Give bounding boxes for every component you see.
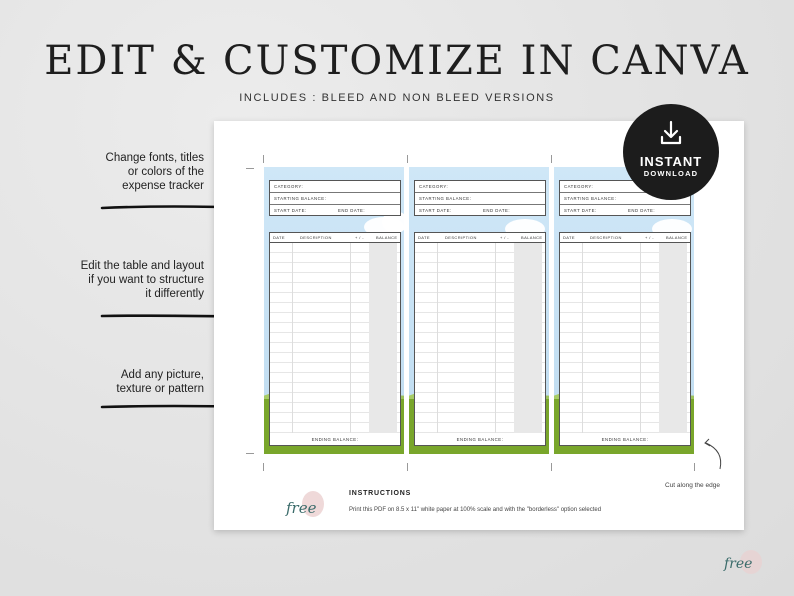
instructions-heading: INSTRUCTIONS bbox=[349, 490, 412, 497]
end-date-field: END DATE: bbox=[483, 208, 511, 213]
column-divider bbox=[495, 243, 496, 433]
end-date-field: END DATE: bbox=[338, 208, 366, 213]
col-plusminus: + / - bbox=[645, 235, 655, 240]
annotation-line: it differently bbox=[145, 288, 204, 300]
starting-balance-field: STARTING BALANCE: bbox=[560, 193, 690, 205]
column-divider bbox=[640, 243, 641, 433]
cut-mark bbox=[407, 463, 408, 471]
starting-balance-field: STARTING BALANCE: bbox=[415, 193, 545, 205]
col-balance: BALANCE bbox=[521, 235, 543, 240]
table-header bbox=[415, 233, 545, 243]
brand-logo bbox=[284, 491, 330, 521]
col-date: DATE bbox=[273, 235, 285, 240]
start-date-field: START DATE: bbox=[274, 208, 307, 213]
annotation-line: expense tracker bbox=[122, 180, 204, 192]
annotation-fonts bbox=[14, 151, 204, 193]
table-header bbox=[270, 233, 400, 243]
page-subtitle: INCLUDES : BLEED AND NON BLEED VERSIONS bbox=[239, 92, 555, 104]
cut-mark bbox=[694, 463, 695, 471]
annotation-line: texture or pattern bbox=[116, 383, 204, 395]
tracker-panel bbox=[409, 167, 549, 454]
column-divider bbox=[350, 243, 351, 433]
cut-label: Cut along the edge bbox=[665, 482, 720, 489]
ending-balance: ENDING BALANCE: bbox=[311, 437, 359, 442]
cut-mark bbox=[246, 168, 254, 169]
cut-mark bbox=[407, 155, 408, 163]
start-date-field: START DATE: bbox=[564, 208, 597, 213]
instant-download-badge bbox=[623, 104, 719, 200]
instructions-text: Print this PDF on 8.5 x 11" white paper at 100% scale and with the "borderless" option selected bbox=[349, 507, 602, 513]
annotation-line: or colors of the bbox=[127, 166, 204, 178]
annotation-line: Edit the table and layout bbox=[80, 260, 204, 272]
tracker-panel bbox=[264, 167, 404, 454]
table-header bbox=[560, 233, 690, 243]
cut-mark bbox=[263, 463, 264, 471]
date-row bbox=[270, 205, 400, 216]
cut-mark bbox=[551, 463, 552, 471]
page-title: EDIT & CUSTOMIZE IN CANVA bbox=[44, 38, 750, 84]
badge-line2: DOWNLOAD bbox=[643, 169, 699, 178]
cut-mark bbox=[246, 453, 254, 454]
column-divider bbox=[582, 243, 583, 433]
date-row bbox=[560, 205, 690, 216]
category-field: CATEGORY: bbox=[560, 181, 690, 193]
expense-table bbox=[414, 232, 546, 446]
ending-balance: ENDING BALANCE: bbox=[456, 437, 504, 442]
col-date: DATE bbox=[563, 235, 575, 240]
balance-column bbox=[369, 243, 397, 433]
expense-table bbox=[559, 232, 691, 446]
column-divider bbox=[437, 243, 438, 433]
column-divider bbox=[292, 243, 293, 433]
category-field: CATEGORY: bbox=[415, 181, 545, 193]
col-description: DESCRIPTION bbox=[445, 235, 477, 240]
annotation-line: Change fonts, titles bbox=[105, 152, 204, 164]
cut-mark bbox=[551, 155, 552, 163]
cut-mark bbox=[263, 155, 264, 163]
corner-logo bbox=[722, 548, 770, 576]
start-date-field: START DATE: bbox=[419, 208, 452, 213]
tracker-header bbox=[414, 180, 546, 216]
end-date-field: END DATE: bbox=[628, 208, 656, 213]
col-plusminus: + / - bbox=[500, 235, 510, 240]
starting-balance-field: STARTING BALANCE: bbox=[270, 193, 400, 205]
col-balance: BALANCE bbox=[376, 235, 398, 240]
col-balance: BALANCE bbox=[666, 235, 688, 240]
annotation-line: Add any picture, bbox=[120, 369, 204, 381]
col-description: DESCRIPTION bbox=[300, 235, 332, 240]
col-date: DATE bbox=[418, 235, 430, 240]
curved-arrow-icon bbox=[700, 437, 726, 473]
logo-text: free bbox=[286, 499, 317, 517]
date-row bbox=[415, 205, 545, 216]
badge-line1: INSTANT bbox=[639, 154, 703, 169]
category-field: CATEGORY: bbox=[270, 181, 400, 193]
balance-column bbox=[514, 243, 542, 433]
balance-column bbox=[659, 243, 687, 433]
tracker-header bbox=[269, 180, 401, 216]
tracker-panel bbox=[554, 167, 694, 454]
annotation-table bbox=[14, 259, 204, 301]
ending-balance: ENDING BALANCE: bbox=[601, 437, 649, 442]
col-description: DESCRIPTION bbox=[590, 235, 622, 240]
download-icon bbox=[660, 120, 682, 148]
annotation-line: if you want to structure bbox=[88, 274, 204, 286]
logo-text: free bbox=[724, 556, 753, 572]
expense-table bbox=[269, 232, 401, 446]
col-plusminus: + / - bbox=[355, 235, 365, 240]
